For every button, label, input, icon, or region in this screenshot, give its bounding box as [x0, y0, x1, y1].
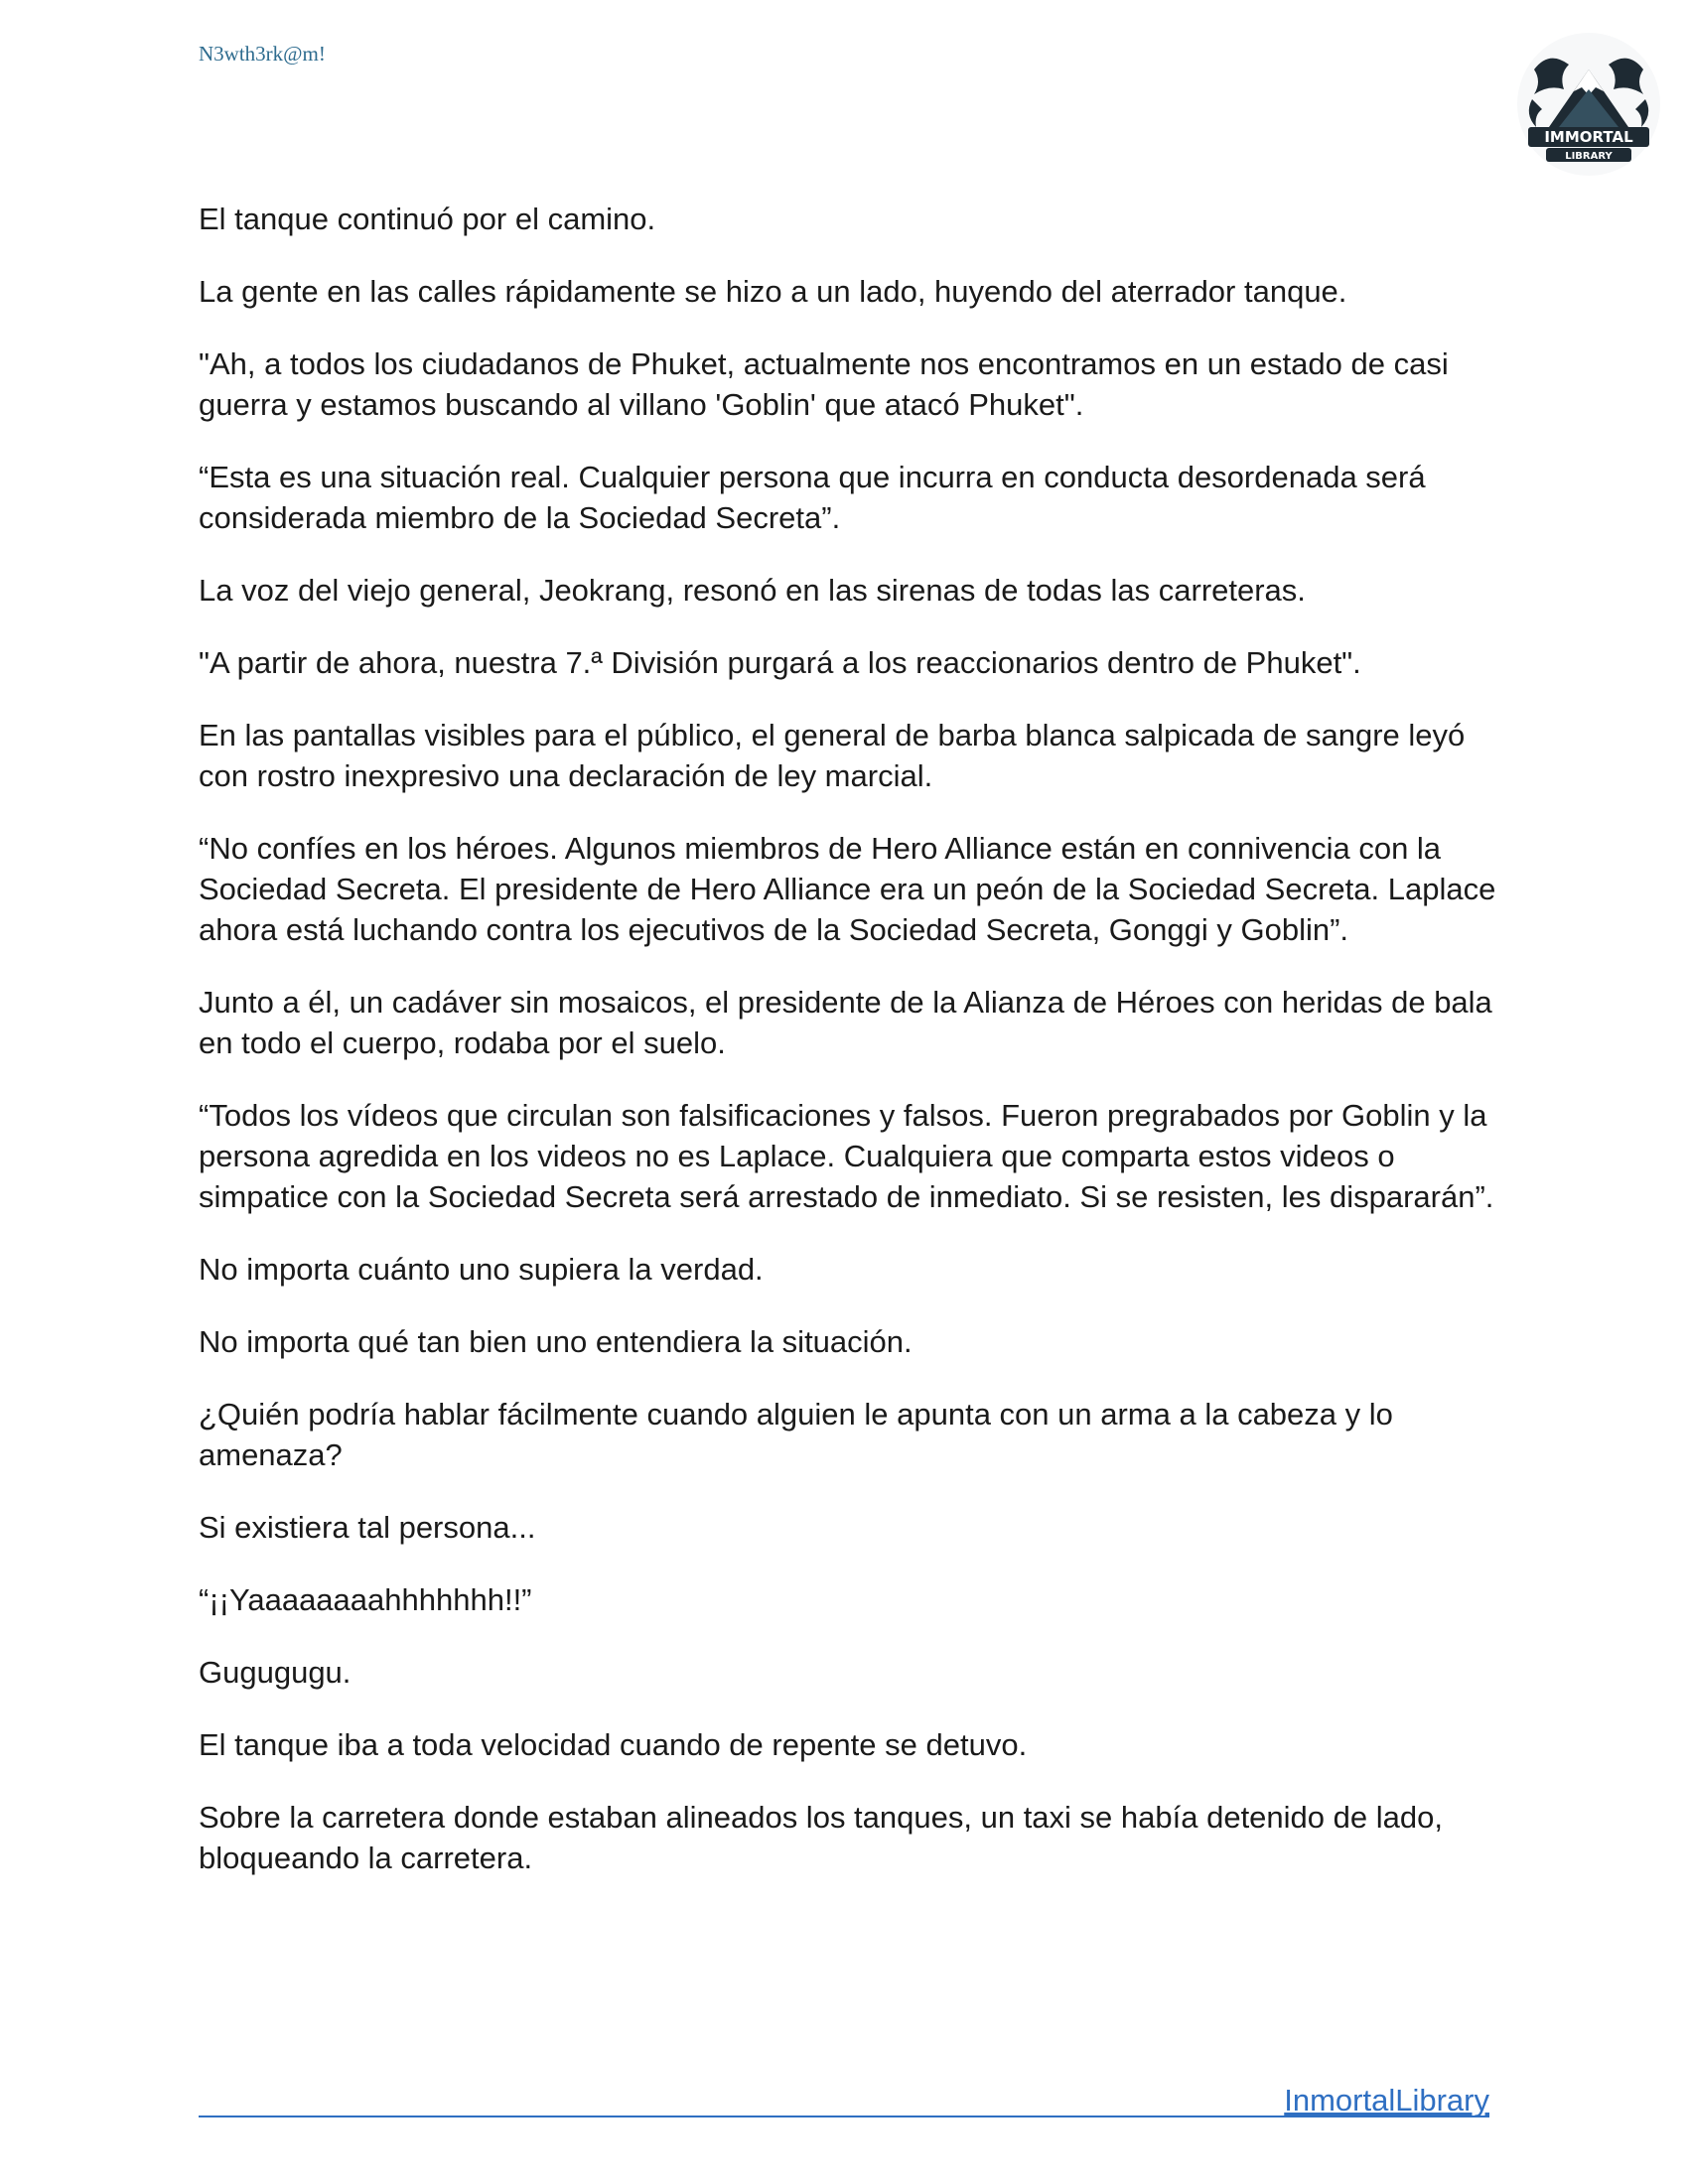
paragraph: “No confíes en los héroes. Algunos miembros de Hero Alliance están en connivencia con la Sociedad Secreta. El presidente de Hero Alliance era un peón de la Sociedad Secreta. Laplace ahora está luchando contra los ejecutivos de la Sociedad Secreta, Gonggi y Goblin”. — [199, 831, 1496, 947]
paragraph: No importa qué tan bien uno entendiera la situación. — [199, 1324, 913, 1359]
paragraph: No importa cuánto uno supiera la verdad. — [199, 1252, 764, 1287]
paragraph: Si existiera tal persona... — [199, 1510, 536, 1545]
paragraph: Sobre la carretera donde estaban alineados los tanques, un taxi se había detenido de lado, bloqueando la carretera. — [199, 1800, 1443, 1875]
paragraph: La gente en las calles rápidamente se hizo a un lado, huyendo del aterrador tanque. — [199, 274, 1347, 309]
paragraph: "Ah, a todos los ciudadanos de Phuket, actualmente nos encontramos en un estado de casi guerra y estamos buscando al villano 'Goblin' que atacó Phuket". — [199, 346, 1449, 422]
paragraph: La voz del viejo general, Jeokrang, resonó en las sirenas de todas las carreteras. — [199, 573, 1306, 608]
paragraph: El tanque iba a toda velocidad cuando de repente se detuvo. — [199, 1727, 1028, 1762]
paragraph: “¡¡Yaaaaaaaahhhhhhh!!” — [199, 1582, 532, 1617]
paragraph: “Esta es una situación real. Cualquier persona que incurra en conducta desordenada será considerada miembro de la Sociedad Secreta”. — [199, 460, 1426, 535]
paragraph: “Todos los vídeos que circulan son falsificaciones y falsos. Fueron pregrabados por Goblin y la persona agredida en los videos no es Laplace. Cualquiera que comparta estos videos o simpatice con la Sociedad Secreta será arrestado de inmediato. Si se resisten, les dispararán”. — [199, 1098, 1494, 1214]
document-body — [199, 199, 1499, 1910]
paragraph: "A partir de ahora, nuestra 7.ª División purgará a los reaccionarios dentro de Phuket". — [199, 645, 1361, 680]
logo-text-line1: IMMORTAL — [1544, 128, 1633, 146]
paragraph: ¿Quién podría hablar fácilmente cuando alguien le apunta con un arma a la cabeza y lo amenaza? — [199, 1397, 1393, 1472]
paragraph: El tanque continuó por el camino. — [199, 202, 656, 236]
header-tag: N3wth3rk@m! — [199, 42, 326, 66]
paragraph: Junto a él, un cadáver sin mosaicos, el presidente de la Alianza de Héroes con heridas de bala en todo el cuerpo, rodaba por el suelo. — [199, 985, 1492, 1060]
logo-text-line2: LIBRARY — [1565, 151, 1613, 162]
paragraph: En las pantallas visibles para el público, el general de barba blanca salpicada de sangre leyó con rostro inexpresivo una declaración de ley marcial. — [199, 718, 1466, 793]
immortal-library-logo-icon — [1514, 30, 1663, 179]
paragraph: Gugugugu. — [199, 1655, 352, 1690]
footer-link[interactable]: InmortalLibrary — [1284, 2083, 1489, 2117]
